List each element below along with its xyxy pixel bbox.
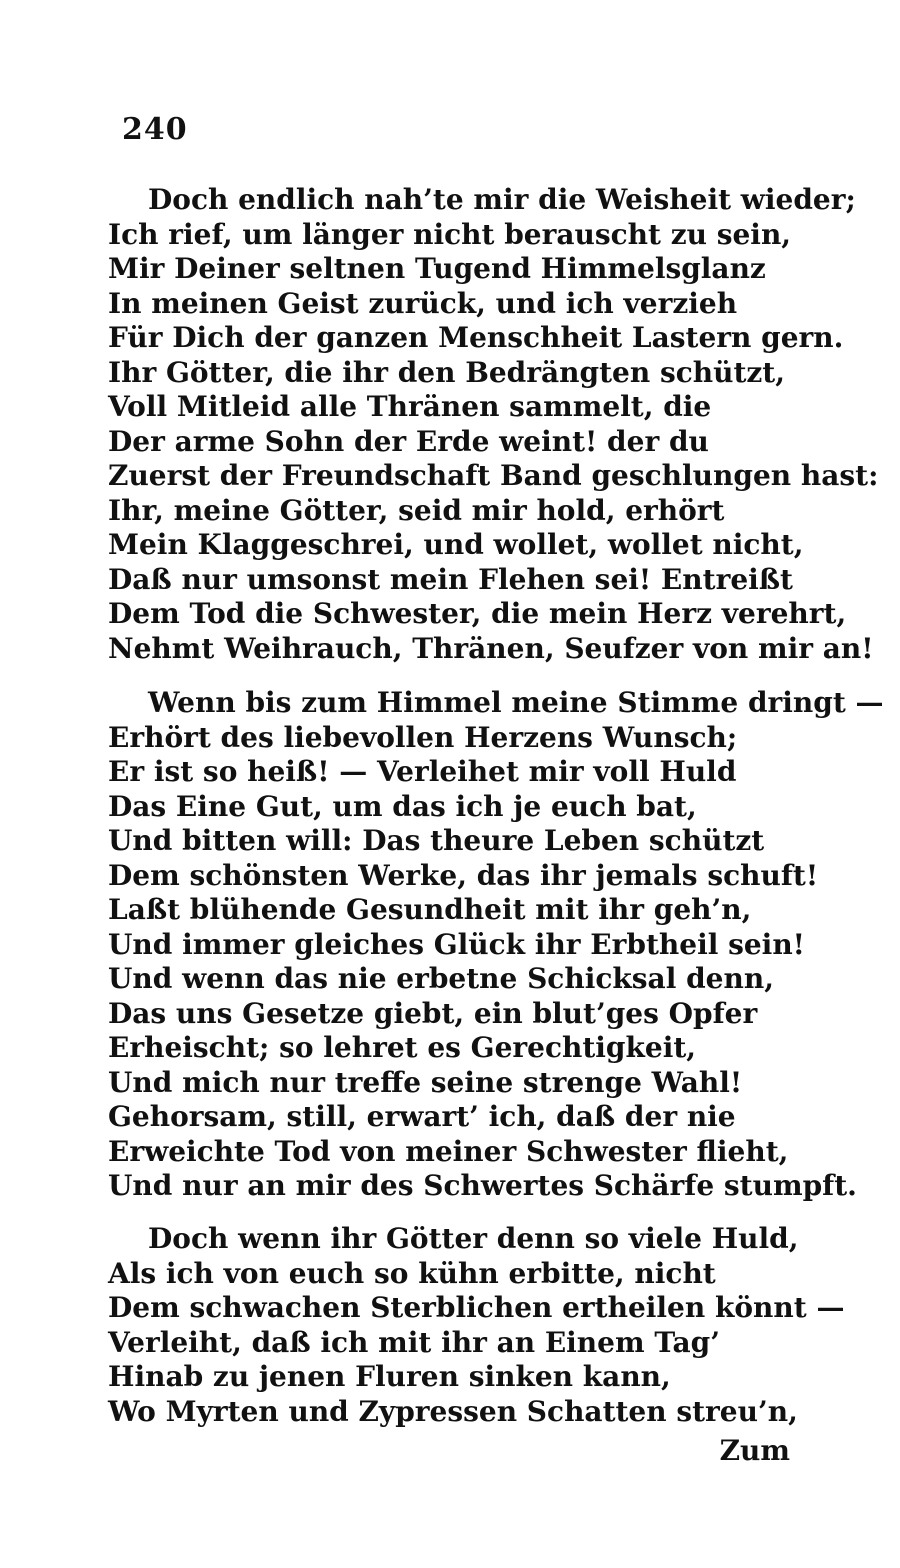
verse-line: Erheischt; so lehret es Gerechtigkeit, xyxy=(108,1031,697,1064)
verse-line: Voll Mitleid alle Thränen sammelt, die xyxy=(108,390,712,423)
verse-line: Ich rief, um länger nicht berauscht zu sein, xyxy=(108,217,792,251)
verse-line: Dem schwachen Sterblichen ertheilen könnt — xyxy=(108,1291,845,1324)
stanza-3 xyxy=(108,1222,845,1429)
verse-line: Ihr, meine Götter, seid mir hold, erhört xyxy=(108,493,725,527)
verse-line: Mein Klaggeschrei, und wollet, wollet nicht, xyxy=(108,528,804,561)
verse-line: Dem schönsten Werke, das ihr jemals schuft! xyxy=(108,858,819,892)
verse-line: Das uns Gesetze giebt, ein blut’ges Opfer xyxy=(108,996,758,1030)
verse-line: Mir Deiner seltnen Tugend Himmelsglanz xyxy=(108,252,766,285)
verse-line: Als ich von euch so kühn erbitte, nicht xyxy=(108,1256,716,1290)
verse-line: Verleiht, daß ich mit ihr an Einem Tag’ xyxy=(108,1325,720,1359)
verse-line: Und nur an mir des Schwertes Schärfe stumpft. xyxy=(108,1169,857,1202)
verse-line: Für Dich der ganzen Menschheit Lastern gern. xyxy=(108,321,844,354)
stanza-2 xyxy=(108,686,884,1204)
verse-line: Dem Tod die Schwester, die mein Herz verehrt, xyxy=(108,597,847,630)
verse-line: Laßt blühende Gesundheit mit ihr geh’n, xyxy=(108,893,752,926)
verse-line: Nehmt Weihrauch, Thränen, Seufzer von mir an! xyxy=(108,631,874,665)
verse-line: Doch wenn ihr Götter denn so viele Huld, xyxy=(148,1222,799,1255)
verse-line: Hinab zu jenen Fluren sinken kann, xyxy=(108,1360,671,1393)
verse-line: Ihr Götter, die ihr den Bedrängten schützt, xyxy=(108,355,785,389)
verse-line: Doch endlich nah’te mir die Weisheit wieder; xyxy=(148,183,856,216)
verse-line: Zuerst der Freundschaft Band geschlungen hast: xyxy=(108,459,879,492)
verse-line: Der arme Sohn der Erde weint! der du xyxy=(108,424,709,458)
verse-line: Und immer gleiches Glück ihr Erbtheil sein! xyxy=(108,927,805,961)
verse-line: Er ist so heiß! — Verleihet mir voll Huld xyxy=(108,755,737,788)
verse-line: Und bitten will: Das theure Leben schützt xyxy=(108,824,765,857)
verse-line: Und mich nur treffe seine strenge Wahl! xyxy=(108,1065,743,1099)
verse-line: Gehorsam, still, erwart’ ich, daß der nie xyxy=(108,1100,736,1133)
catchword: Zum xyxy=(719,1434,790,1467)
verse-line: Wenn bis zum Himmel meine Stimme dringt — xyxy=(148,686,884,719)
page-number: 240 xyxy=(122,112,188,147)
verse-line: Das Eine Gut, um das ich je euch bat, xyxy=(108,789,697,823)
verse-line: Daß nur umsonst mein Flehen sei! Entreißt xyxy=(108,562,793,596)
verse-line: Und wenn das nie erbetne Schicksal denn, xyxy=(108,962,774,995)
verse-line: Erweichte Tod von meiner Schwester flieht, xyxy=(108,1134,789,1168)
verse-line: In meinen Geist zurück, und ich verzieh xyxy=(108,286,738,320)
verse-line: Wo Myrten und Zypressen Schatten streu’n, xyxy=(108,1394,798,1428)
verse-line: Erhört des liebevollen Herzens Wunsch; xyxy=(108,720,738,754)
stanza-1 xyxy=(108,183,879,666)
